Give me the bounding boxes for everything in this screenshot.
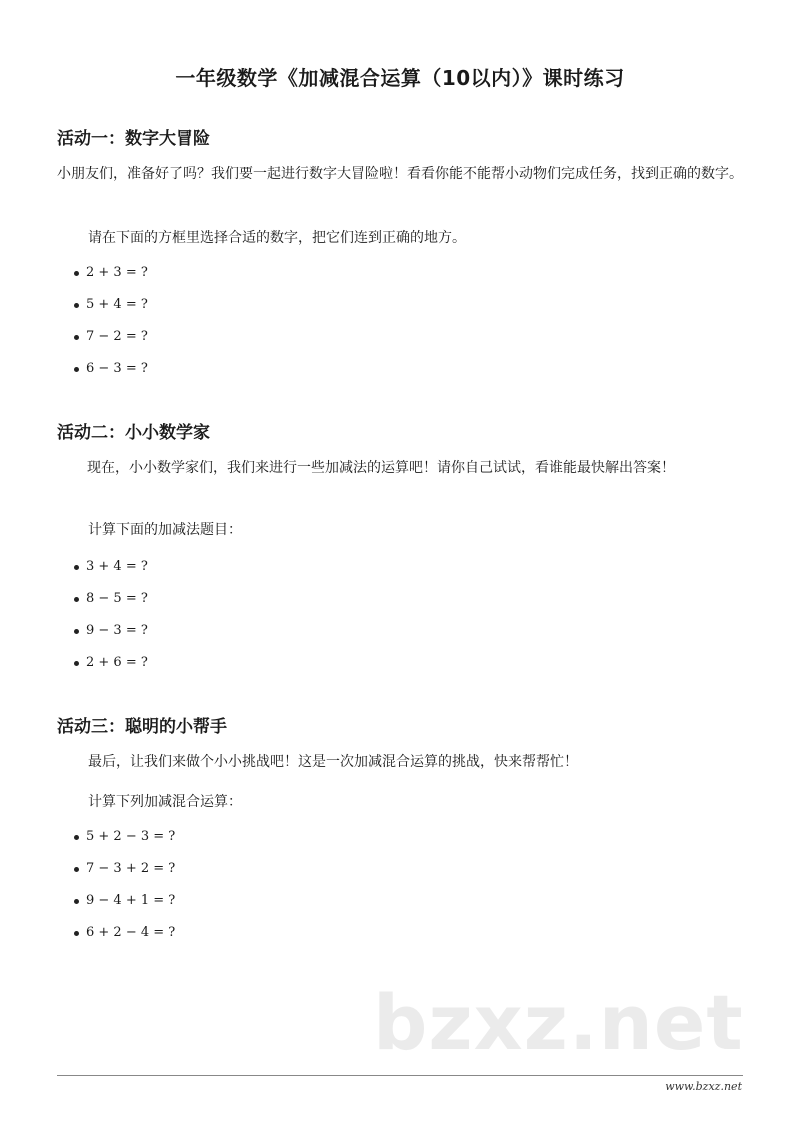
list-item (74, 294, 148, 326)
problem-text: 7 − 2 = ? (86, 329, 148, 344)
bullet-icon (74, 629, 79, 634)
bullet-icon (74, 271, 79, 276)
bullet-icon (74, 565, 79, 570)
problem-text: 2 + 6 = ? (86, 655, 148, 670)
problem-text: 5 + 4 = ? (86, 297, 148, 312)
list-item (74, 826, 175, 858)
bullet-icon (74, 867, 79, 872)
problem-text: 5 + 2 − 3 = ? (86, 829, 176, 844)
problem-text: 7 − 3 + 2 = ? (86, 861, 176, 876)
activity-1-heading: 活动一：数字大冒险 (57, 129, 210, 149)
activity-2-intro: 现在，小小数学家们，我们来进行一些加减法的运算吧！请你自己试试，看谁能最快解出答案！ (87, 460, 675, 476)
activity-3-intro: 最后，让我们来做个小小挑战吧！这是一次加减混合运算的挑战，快来帮帮忙！ (88, 754, 578, 770)
activity-2-heading: 活动二：小小数学家 (57, 423, 210, 443)
bullet-icon (74, 899, 79, 904)
activity-1-list (74, 262, 148, 390)
activity-1-instruction: 请在下面的方框里选择合适的数字，把它们连到正确的地方。 (88, 230, 466, 246)
list-item (74, 890, 175, 922)
bullet-icon (74, 931, 79, 936)
list-item (74, 652, 148, 684)
problem-text: 2 + 3 = ? (86, 265, 148, 280)
bullet-icon (74, 835, 79, 840)
list-item (74, 620, 148, 652)
bullet-icon (74, 335, 79, 340)
activity-3-heading: 活动三：聪明的小帮手 (57, 717, 227, 737)
bullet-icon (74, 303, 79, 308)
problem-text: 9 − 4 + 1 = ? (86, 893, 176, 908)
problem-text: 9 − 3 = ? (86, 623, 148, 638)
document-title: 一年级数学《加减混合运算（10以内）》课时练习 (175, 66, 625, 90)
activity-2-instruction: 计算下面的加减法题目： (88, 522, 242, 538)
problem-text: 3 + 4 = ? (86, 559, 148, 574)
list-item (74, 588, 148, 620)
list-item (74, 326, 148, 358)
list-item (74, 922, 175, 954)
activity-3-instruction: 计算下列加减混合运算： (88, 794, 242, 810)
watermark: bzxz.net (373, 978, 744, 1067)
activity-3-list (74, 826, 175, 954)
list-item (74, 556, 148, 588)
problem-text: 6 + 2 − 4 = ? (86, 925, 176, 940)
problem-text: 6 − 3 = ? (86, 361, 148, 376)
bullet-icon (74, 597, 79, 602)
list-item (74, 858, 175, 890)
bullet-icon (74, 661, 79, 666)
problem-text: 8 − 5 = ? (86, 591, 148, 606)
list-item (74, 262, 148, 294)
activity-1-intro: 小朋友们，准备好了吗？我们要一起进行数字大冒险啦！看看你能不能帮小动物们完成任务，找到正确的数字。 (57, 166, 743, 182)
list-item (74, 358, 148, 390)
activity-2-list (74, 556, 148, 684)
footer-url: www.bzxz.net (665, 1080, 742, 1093)
footer-divider (57, 1075, 743, 1076)
bullet-icon (74, 367, 79, 372)
